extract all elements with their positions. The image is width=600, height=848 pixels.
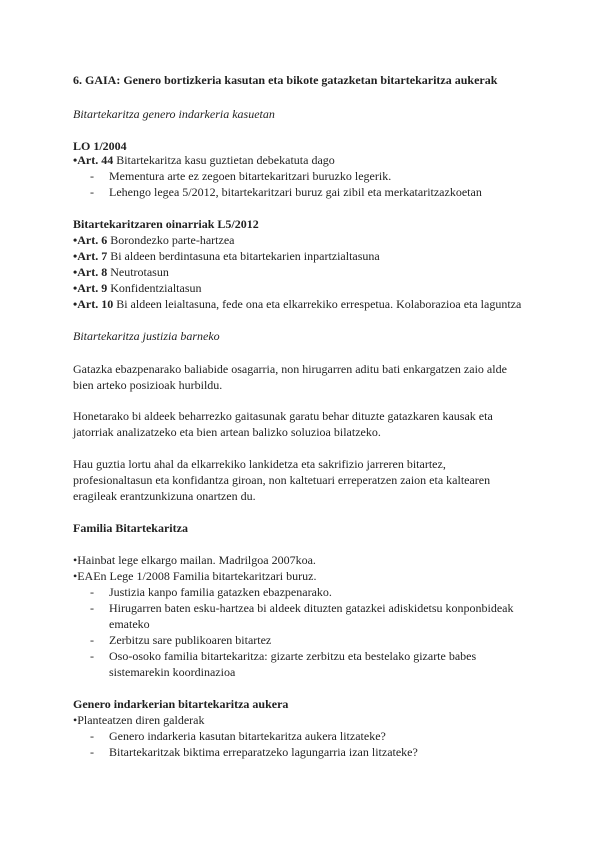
aukera-item: Bitartekaritzak biktima erreparatzeko lagungarria izan litzateke? [109,745,418,759]
oinarriak-heading: Bitartekaritzaren oinarriak L5/2012 [73,217,259,231]
lo-item: Lehengo legea 5/2012, bitartekaritzari buruz gai zibil eta merkataritzazkoetan [109,185,482,199]
article-label: •Art. 7 [73,249,108,263]
article-text: Bi aldeen leialtasuna, fede ona eta elkarrekiko errespetua. Kolaborazioa eta laguntza [113,297,522,311]
oinarriak-article [73,281,202,295]
dash-bullet: - [90,585,94,599]
article-label: •Art. 9 [73,281,108,295]
paragraph-line: eragileak erantzunkizuna onartzen du. [73,489,256,503]
article-text: Bitartekaritza kasu guztietan debekatuta dago [113,153,335,167]
article-label: •Art. 10 [73,297,114,311]
article-text: Borondezko parte-hartzea [107,233,235,247]
oinarriak-article [73,249,380,263]
paragraph-line: Gatazka ebazpenarako baliabide osagarria, non hirugarren aditu bati enkargatzen zaio alde [73,362,507,376]
article-text: Neutrotasun [107,265,169,279]
aukera-heading: Genero indarkerian bitartekaritza aukera [73,697,289,711]
familia-item-continued: sistemarekin koordinazioa [109,665,236,679]
familia-item: Oso-osoko familia bitartekaritza: gizarte zerbitzu eta bestelako gizarte babes [109,649,477,663]
article-text: Konfidentzialtasun [107,281,202,295]
aukera-bullet: •Planteatzen diren galderak [73,713,205,727]
familia-heading: Familia Bitartekaritza [73,521,188,535]
document-title: 6. GAIA: Genero bortizkeria kasutan eta bikote gatazketan bitartekaritza aukerak [73,73,498,87]
article-text: Bi aldeen berdintasuna eta bitartekarien inpartzialtasuna [107,249,380,263]
section-subtitle-genero: Bitartekaritza genero indarkeria kasuetan [73,107,275,121]
section-subtitle-justizia: Bitartekaritza justizia barneko [73,329,220,343]
dash-bullet: - [90,649,94,663]
dash-bullet: - [90,729,94,743]
article-label: •Art. 8 [73,265,108,279]
familia-item: Justizia kanpo familia gatazken ebazpenarako. [109,585,332,599]
paragraph-line: bien arteko posizioak hurbildu. [73,378,223,392]
article-label: •Art. 44 [73,153,114,167]
paragraph-line: Honetarako bi aldeek beharrezko gaitasunak garatu behar dituzte gatazkaren kausak eta [73,409,493,423]
oinarriak-article [73,265,169,279]
article-label: •Art. 6 [73,233,108,247]
paragraph-line: Hau guztia lortu ahal da elkarrekiko lankidetza eta sakrifizio jarreren bitartez, [73,457,446,471]
dash-bullet: - [90,169,94,183]
familia-item-continued: emateko [109,617,150,631]
dash-bullet: - [90,185,94,199]
dash-bullet: - [90,633,94,647]
lo-item: Mementura arte ez zegoen bitartekaritzari buruzko legerik. [109,169,392,183]
dash-bullet: - [90,601,94,615]
oinarriak-article [73,297,521,311]
familia-item: Zerbitzu sare publikoaren bitartez [109,633,272,647]
paragraph-line: profesionaltasun eta konfidantza giroan, non kaltetuari erreperatzen zaion eta kaltearen [73,473,491,487]
familia-item: Hirugarren baten esku-hartzea bi aldeek dituzten gatazkei adiskidetsu konponbideak [109,601,514,615]
paragraph-line: jatorriak analizatzeko eta bien artean balizko soluzioa bilatzeko. [73,425,381,439]
familia-bullet: •Hainbat lege elkargo mailan. Madrilgoa 2007koa. [73,553,316,567]
aukera-item: Genero indarkeria kasutan bitartekaritza aukera litzateke? [109,729,386,743]
dash-bullet: - [90,745,94,759]
familia-bullet: •EAEn Lege 1/2008 Familia bitartekaritzari buruz. [73,569,317,583]
lo-article-44 [73,153,335,167]
oinarriak-article [73,233,234,247]
lo-heading: LO 1/2004 [73,139,127,153]
